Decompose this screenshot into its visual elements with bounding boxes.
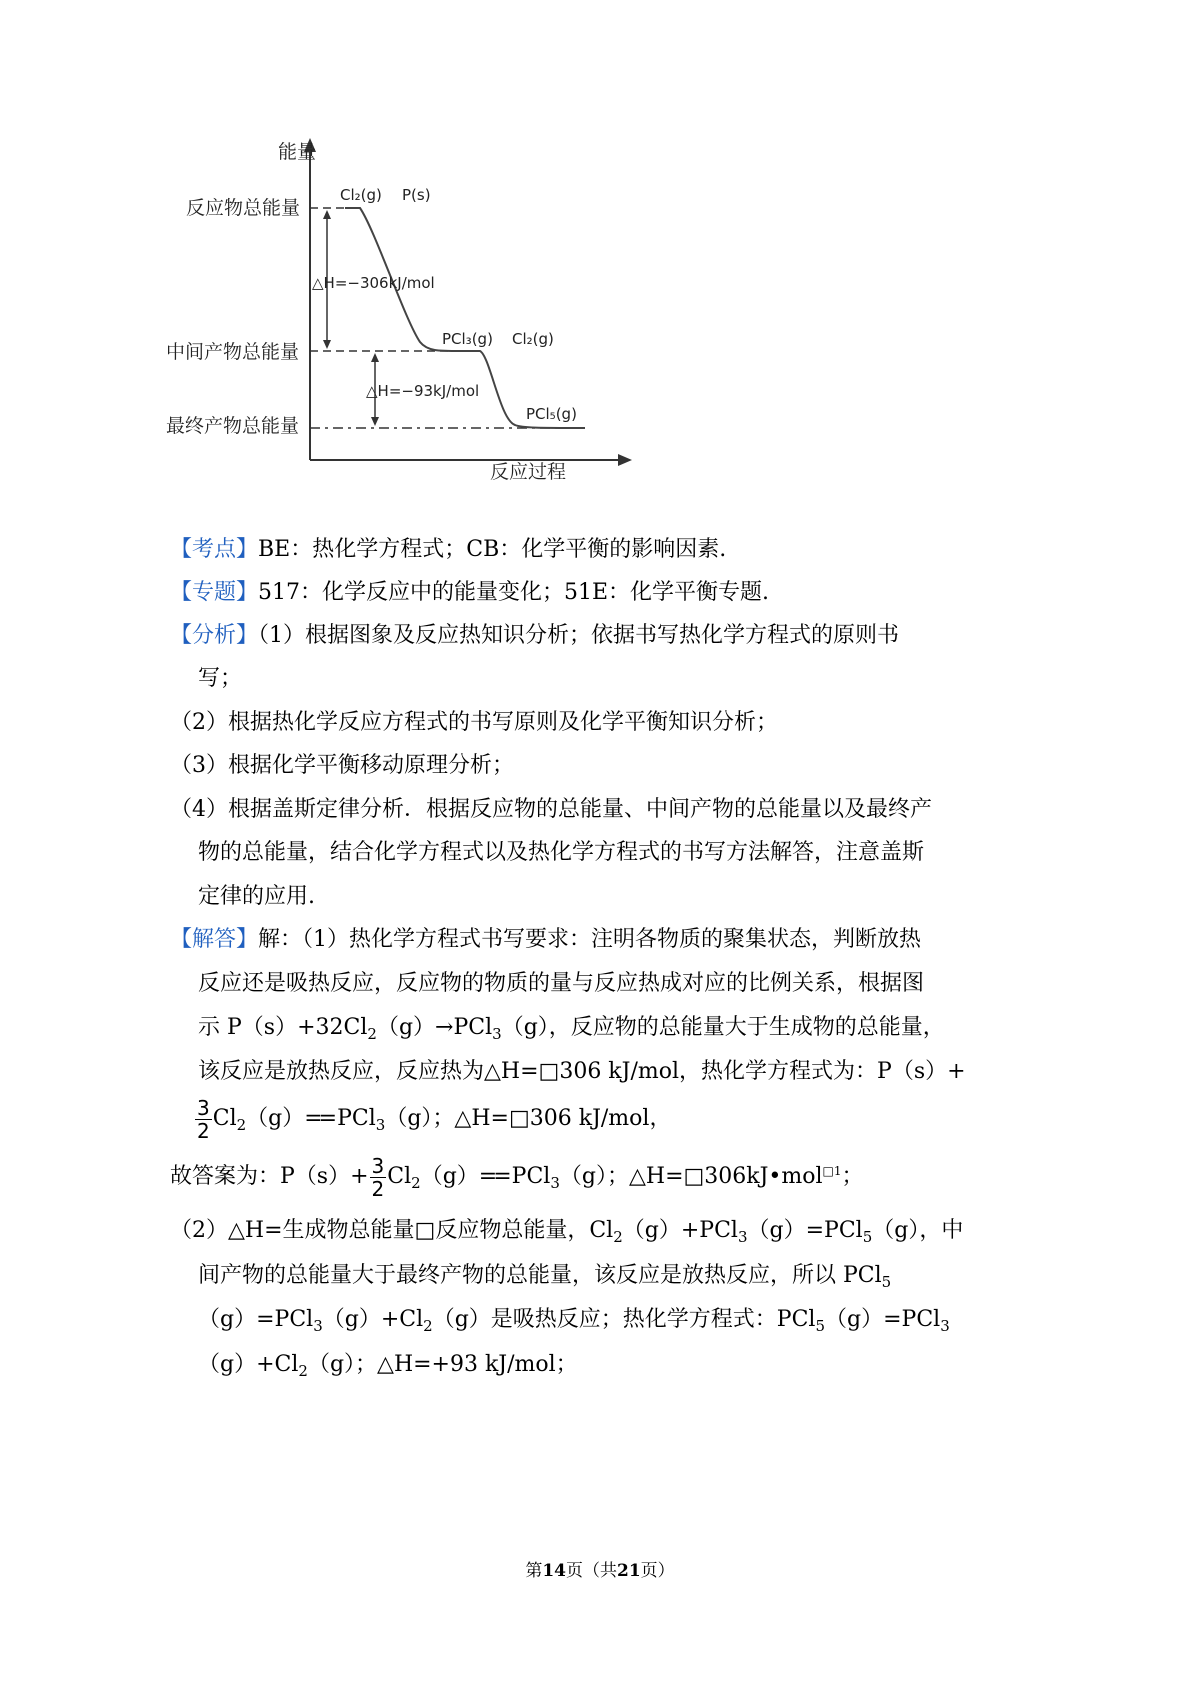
part2-line-3 [198,1305,950,1335]
fenxi-line-4: （3）根据化学平衡移动原理分析； [170,753,514,778]
fenxi-line-2: 写； [198,666,243,691]
sub: 2 [298,1362,308,1380]
jieda-l5d: （g）；△H=□306 kJ/mol， [385,1106,672,1131]
fenxi-line-5: （4）根据盖斯定律分析．根据反应物的总能量、中间产物的总能量以及最终产 [170,797,932,822]
zhuanti-line [170,578,769,608]
jieda-line-3 [198,1013,945,1043]
footer-c: 页） [640,1561,675,1581]
total-pages: 21 [617,1561,641,1581]
sub: 3 [940,1317,950,1335]
sup: □1 [822,1164,842,1178]
p2-l3b: （g）+Cl [322,1307,424,1332]
zhuanti-label: 【专题】 [170,580,259,605]
page-footer [0,1556,1200,1581]
p2-l1a: （2）△H=生成物总能量□反应物总能量，Cl [170,1218,614,1243]
p2-l2: 间产物的总能量大于最终产物的总能量，该反应是放热反应，所以 PCl [198,1263,882,1288]
sub: 3 [492,1025,502,1043]
species-cl2b-label: Cl₂(g) [512,330,554,348]
dh1-arrow-bottom [323,340,331,349]
jieda-text-1: 解：（1）热化学方程式书写要求：注明各物质的聚集状态，判断放热 [258,927,922,952]
sub: 5 [815,1317,825,1335]
species-pcl3-label: PCl₃(g) [442,330,493,348]
zhuanti-text: 517：化学反应中的能量变化；51E：化学平衡专题. [258,580,770,605]
energy-diagram-svg [160,120,680,540]
level-final-label: 最终产物总能量 [166,415,300,437]
footer-b: 页（共 [566,1561,617,1581]
p2-l1c: （g）=PCl [747,1218,863,1243]
level-reactants-label: 反应物总能量 [186,197,301,219]
p2-l4b: （g）；△H=+93 kJ/mol； [307,1352,578,1377]
p2-l3a: （g）=PCl [198,1307,314,1332]
fenxi-line-6: 物的总能量，结合化学方程式以及热化学方程式的书写方法解答，注意盖斯 [198,840,925,865]
part2-line-2 [198,1261,891,1291]
fenxi-text-1: （1）根据图象及反应热知识分析；依据书写热化学方程式的原则书 [258,623,900,648]
fenxi-line-7: 定律的应用. [198,884,315,909]
sub: 3 [375,1116,386,1134]
ans-f: ； [841,1164,864,1189]
frac-den: 2 [197,1118,210,1143]
fenxi-label: 【分析】 [170,623,259,648]
jieda-line-1 [170,925,921,955]
equals-sign: == [478,1164,508,1189]
p2-l4a: （g）+Cl [198,1352,299,1377]
footer-a: 第 [525,1561,543,1581]
fraction-3-2 [195,1097,212,1142]
kaodian-label: 【考点】 [170,537,259,562]
sub: 5 [881,1273,892,1291]
frac-num: 3 [371,1153,385,1178]
ans-d: PCl [511,1164,551,1189]
x-axis-arrow [618,454,632,466]
jieda-l3a: 示 P（s）+32Cl [198,1015,368,1040]
sub: 2 [367,1025,377,1043]
sub: 3 [550,1174,560,1192]
frac-den: 2 [371,1176,385,1201]
fenxi-line-1 [170,621,899,651]
ans-c: （g） [420,1164,479,1189]
sub: 3 [313,1317,323,1335]
x-axis-label: 反应过程 [490,461,567,483]
equals-sign: == [304,1106,334,1131]
sub: 2 [613,1228,623,1246]
p2-l3d: （g）=PCl [825,1307,941,1332]
level-intermediate-label: 中间产物总能量 [166,341,300,363]
dh1-label: △H=−306kJ/mol [312,274,435,292]
ans-b: Cl [387,1164,412,1189]
sub: 2 [423,1317,433,1335]
sub: 2 [236,1116,247,1134]
ans-e: （g）；△H=□306kJ•mol [559,1164,823,1189]
jieda-line-4: 该反应是放热反应，反应热为△H=□306 kJ/mol，热化学方程式为：P（s）+ [198,1059,966,1084]
species-pcl5-label: PCl₅(g) [526,405,577,423]
dh2-arrow-top [371,353,379,362]
part2-line-1 [170,1216,963,1246]
species-p-label: P(s) [402,186,431,204]
sub: 5 [862,1228,873,1246]
part2-line-4 [198,1350,578,1380]
jieda-l5a: Cl [212,1106,237,1131]
p2-l3c: （g）是吸热反应；热化学方程式：PCl [432,1307,816,1332]
species-cl2-label: Cl₂(g) [340,186,382,204]
energy-diagram [160,120,680,540]
answer-line [170,1152,864,1202]
dh1-arrow-top [323,210,331,219]
page-number: 14 [542,1561,566,1581]
jieda-l3c: （g），反应物的总能量大于生成物的总能量， [501,1015,945,1040]
kaodian-text: BE：热化学方程式；CB：化学平衡的影响因素. [258,537,727,562]
kaodian-line [170,535,726,565]
jieda-line-2: 反应还是吸热反应，反应物的物质的量与反应热成对应的比例关系，根据图 [198,971,925,996]
sub: 3 [737,1228,748,1246]
jieda-line-5 [194,1094,671,1144]
y-axis-label: 能量 [278,141,317,163]
p2-l1d: （g），中 [872,1218,964,1243]
jieda-l5b: （g） [246,1106,305,1131]
sub: 2 [411,1174,421,1192]
dh2-arrow-bottom [371,417,379,426]
frac-num: 3 [197,1095,210,1120]
jieda-l5c: PCl [337,1106,376,1131]
jieda-label: 【解答】 [170,927,259,952]
jieda-l3b: （g）→PCl [376,1015,493,1040]
p2-l1b: （g）+PCl [622,1218,738,1243]
ans-a: 故答案为：P（s）+ [170,1164,369,1189]
fraction-3-2-b [370,1155,387,1200]
fenxi-line-3: （2）根据热化学反应方程式的书写原则及化学平衡知识分析； [170,710,778,735]
dh2-label: △H=−93kJ/mol [366,382,480,400]
